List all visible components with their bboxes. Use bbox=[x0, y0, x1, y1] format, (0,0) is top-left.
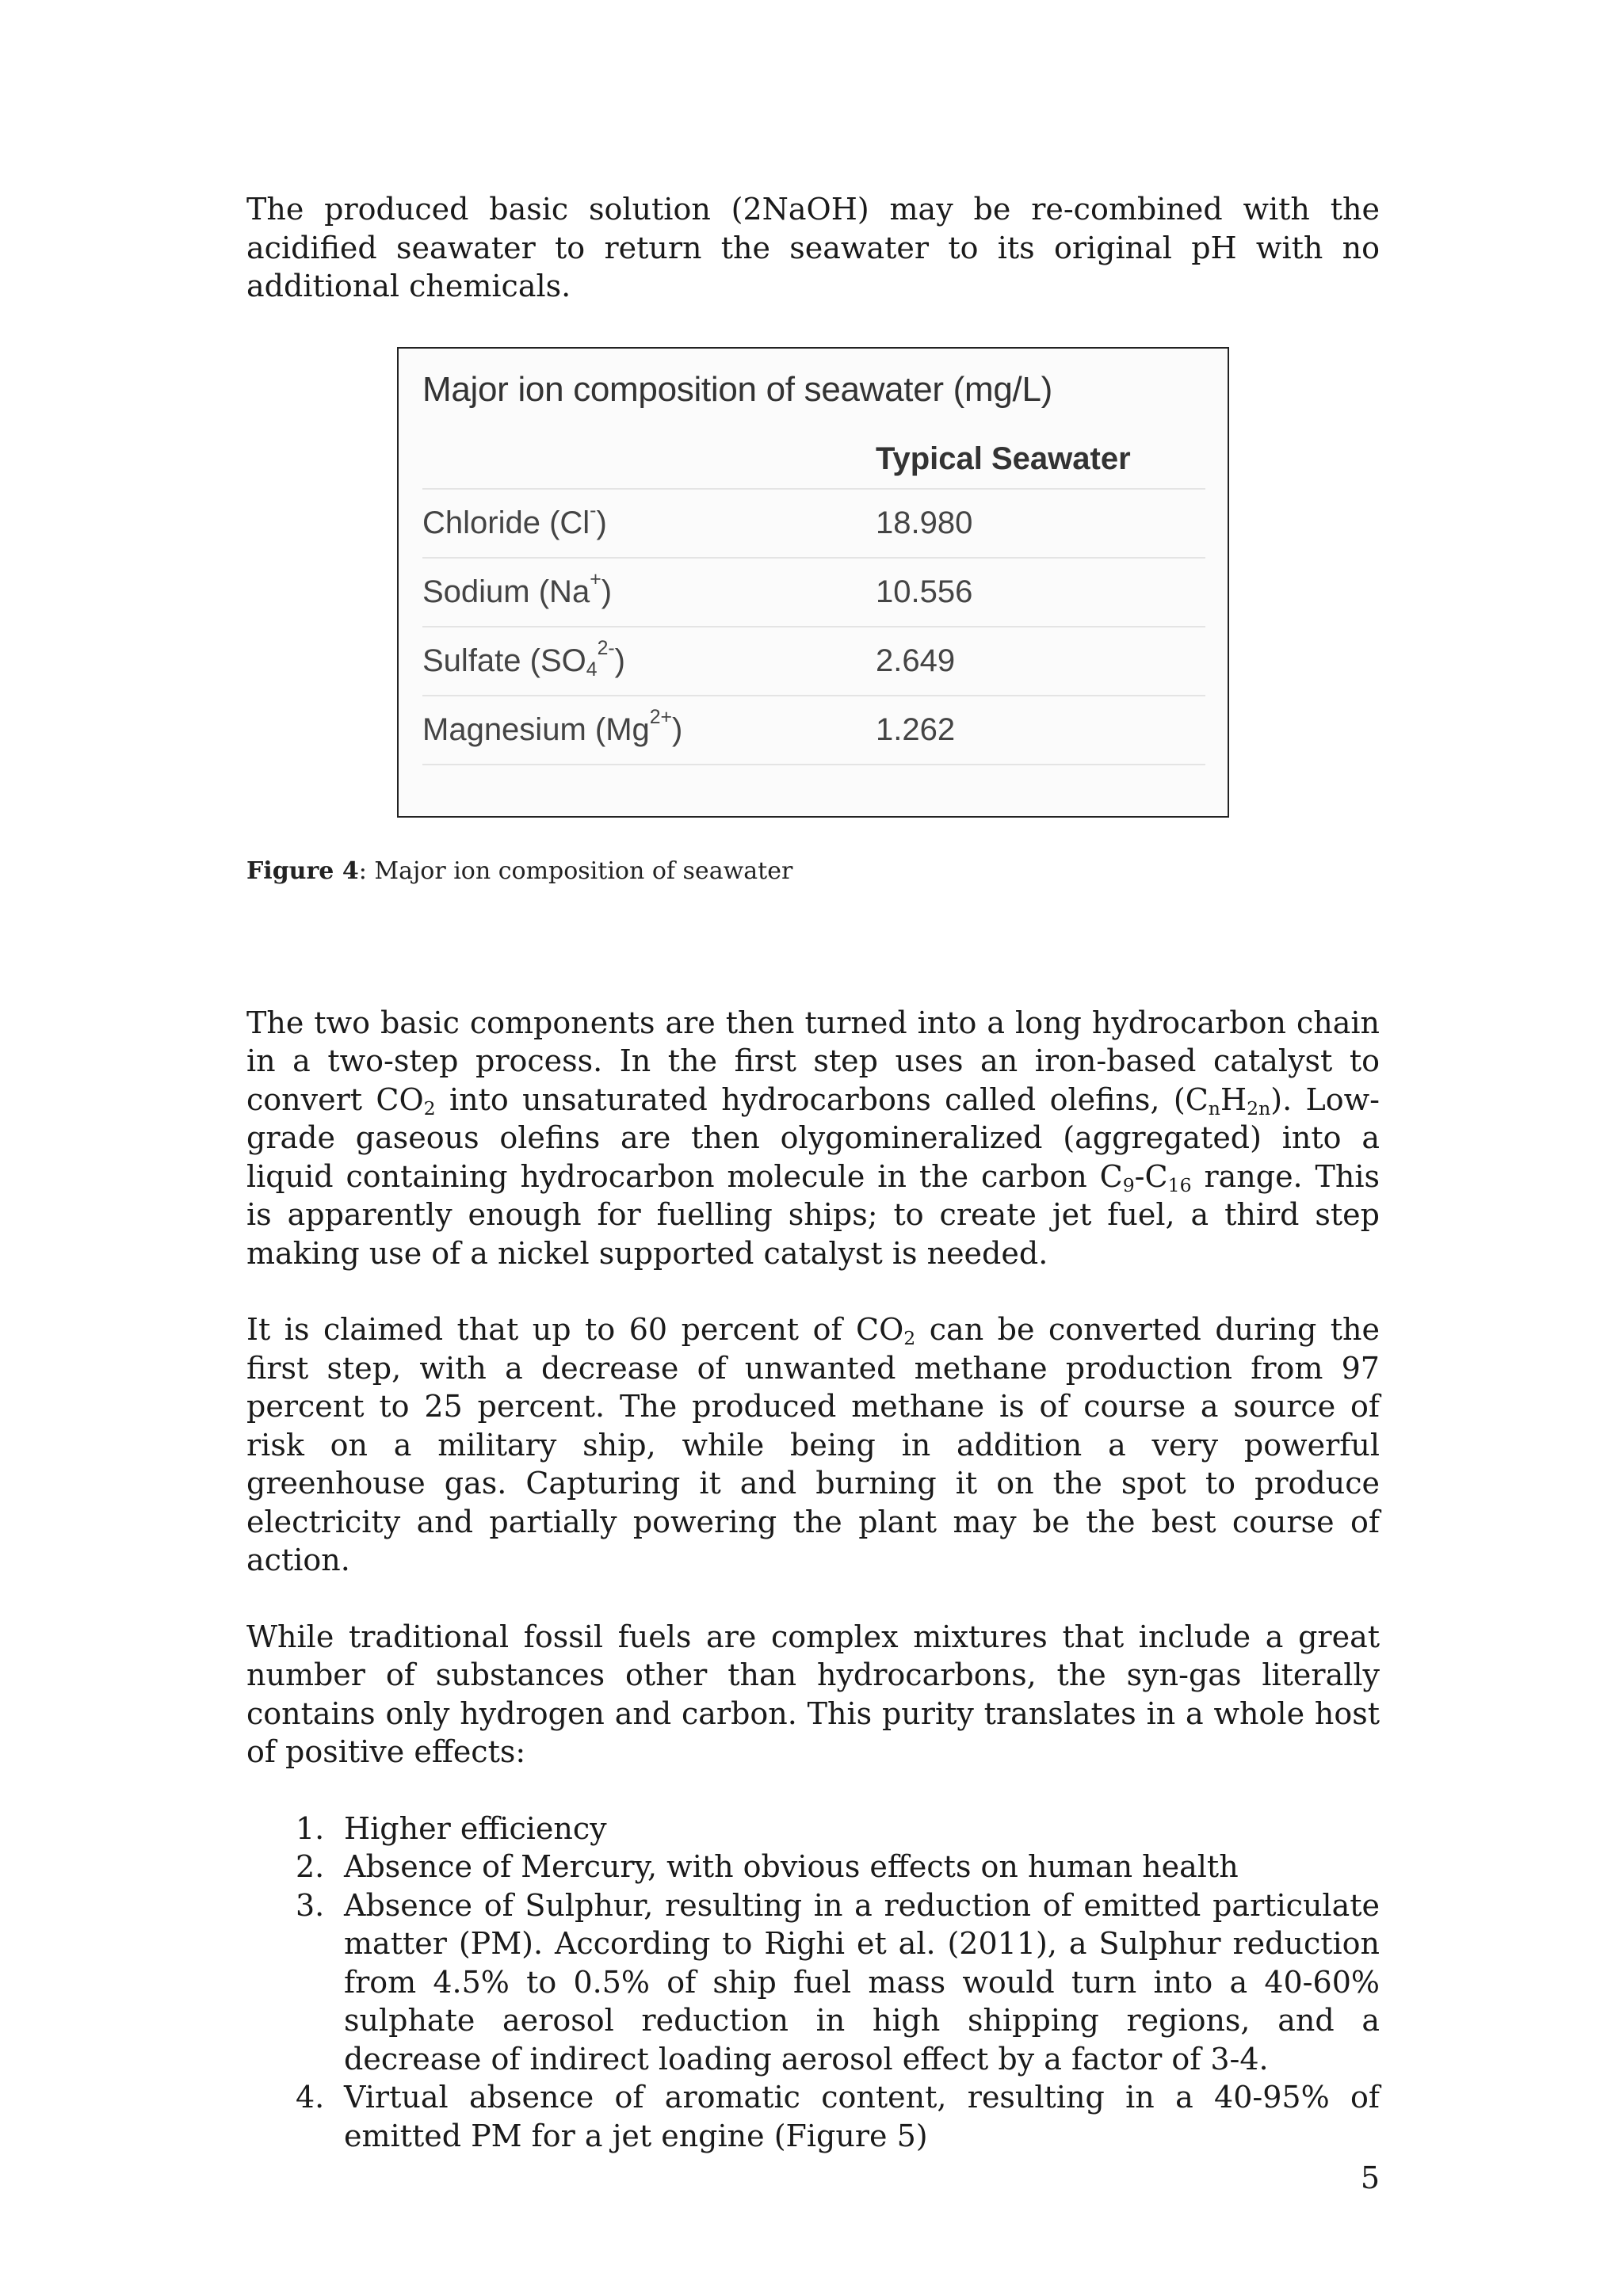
paragraph-co2-conversion: It is claimed that up to 60 percent of $CO_2$ can be converted during the first step, with a decrease of unwanted methane production from 97 percent to 25 percent. The produced methane is of course a source of risk on a military ship, while being in addition a very powerful greenhouse gas. Capturing it and burning it on the spot to produce electricity and partially powering the plant may be the best course of action. bbox=[246, 1312, 1381, 1577]
ion-name-chloride: Chloride (Cl-) bbox=[422, 489, 876, 558]
ion-name-magnesium: Magnesium $(Mg^{2+})$ bbox=[422, 696, 876, 765]
list-item: 1. Higher efficiency bbox=[296, 1810, 607, 1846]
table-row bbox=[422, 627, 1205, 696]
figure-caption-label: Figure 4 bbox=[246, 856, 359, 885]
table-header-row bbox=[422, 431, 1205, 489]
table-row bbox=[422, 558, 1205, 627]
ion-value-chloride: 18.980 bbox=[876, 489, 1205, 558]
paragraph-hydrocarbon-process: The two basic components are then turned into a long hydrocarbon chain in a two-step process. In the first step uses an iron-based catalyst to convert $CO_2$ into unsaturated hydrocarbons called olefins, $(C_nH_{2n})$. Low-grade gaseous olefins are then olygomineralized (aggregated) into a liquid containing hydrocarbon molecule in the carbon $C_9-C_{16}$ range. This is apparently enough for fuelling ships; to create jet fuel, a third step making use of a nickel supported catalyst is needed. bbox=[246, 1005, 1380, 1271]
ion-composition-table bbox=[422, 431, 1205, 765]
page-number: 5 bbox=[1360, 2161, 1380, 2195]
ion-value-sulfate: 2.649 bbox=[876, 627, 1205, 696]
ion-value-sodium: 10.556 bbox=[876, 558, 1205, 627]
figure-caption-text: : Major ion composition of seawater bbox=[358, 856, 793, 885]
ion-name-sodium: Sodium (Na+) bbox=[422, 558, 876, 627]
paragraph-fossil-fuels: While traditional fossil fuels are complex mixtures that include a great number of substances other than hydrocarbons, the syn-gas literally contains only hydrogen and carbon. This purity translates in a whole host of positive effects: bbox=[246, 1619, 1380, 1769]
paragraph-basic-solution: The produced basic solution (2NaOH) may be re-combined with the acidified seawater to return the seawater to its original pH with no additional chemicals. bbox=[246, 192, 1380, 303]
table-row bbox=[422, 489, 1205, 558]
figure-table-title: Major ion composition of seawater (mg/L) bbox=[422, 369, 1052, 409]
list-item: 4. Virtual absence of aromatic content, resulting in a 40-95% of emitted PM for a jet engine (Figure 5) bbox=[296, 2080, 1380, 2153]
table-row bbox=[422, 696, 1205, 765]
list-item: 2. Absence of Mercury, with obvious effects on human health bbox=[296, 1849, 1239, 1884]
ion-value-magnesium: 1.262 bbox=[876, 696, 1205, 765]
empty-header-cell bbox=[422, 431, 876, 489]
list-item: 3. Absence of Sulphur, resulting in a reduction of emitted particulate matter (PM). According to Righi et al. (2011), a Sulphur reduction from 4.5% to 0.5% of ship fuel mass would turn into a 40-60% sulphate aerosol reduction in high shipping regions, and a decrease of indirect loading aerosol effect by a factor of 3-4. bbox=[296, 1887, 1380, 2077]
page-content bbox=[246, 190, 1380, 2155]
figure-caption bbox=[246, 856, 1380, 887]
ion-composition-figure bbox=[397, 347, 1229, 818]
typical-seawater-header: Typical Seawater bbox=[876, 431, 1205, 489]
ion-name-sulfate: Sulfate $(SO_4^{2-})$ bbox=[422, 627, 876, 696]
effects-list bbox=[246, 1810, 1380, 2156]
